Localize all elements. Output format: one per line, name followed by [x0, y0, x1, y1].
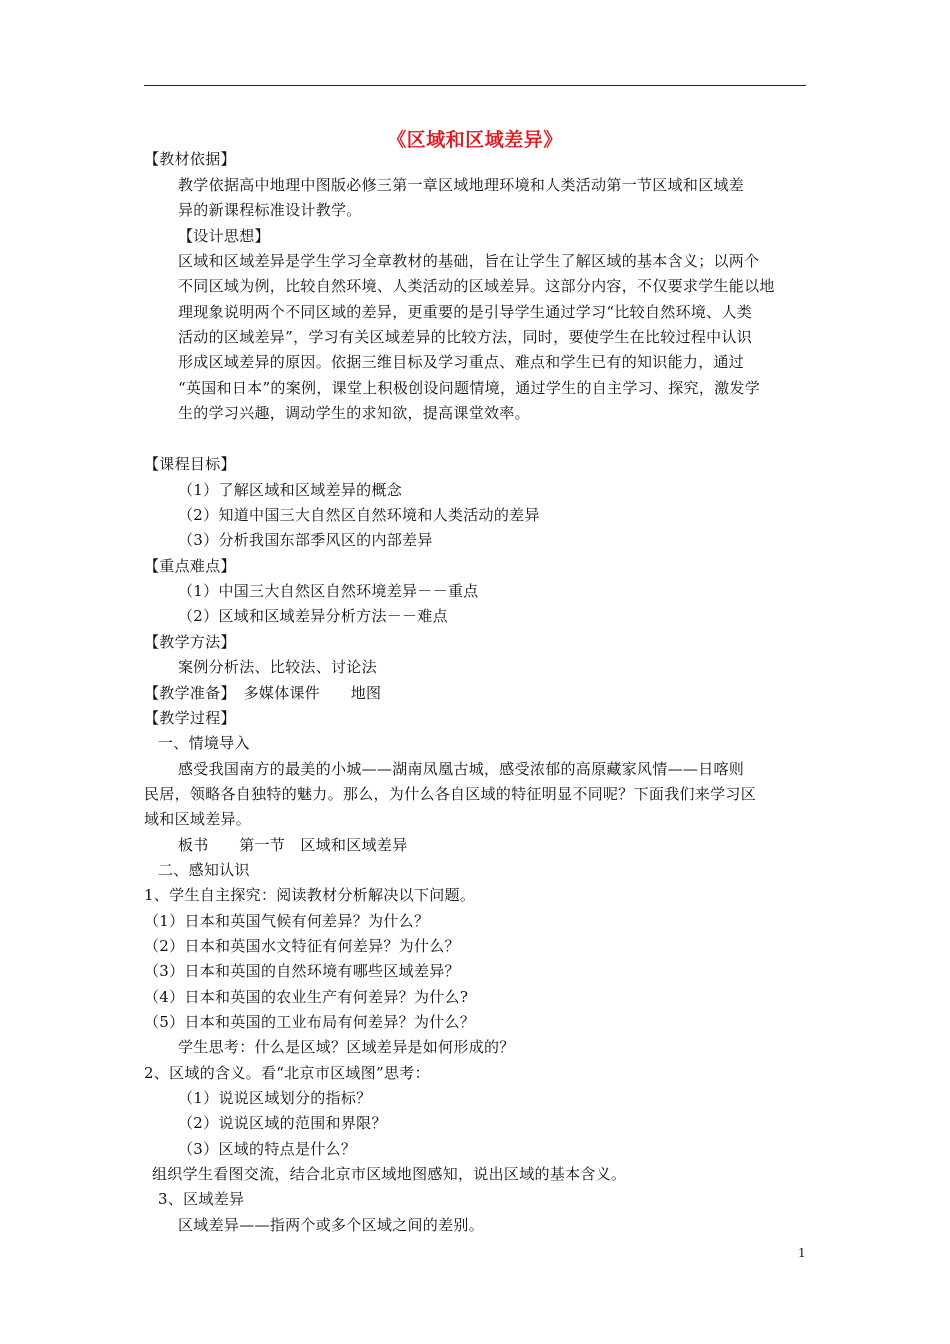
text-line: （3）日本和英国的自然环境有哪些区域差异？ — [144, 962, 460, 980]
text-line: 板书 第一节 区域和区域差异 — [178, 836, 408, 854]
text-line: （5）日本和英国的工业布局有何差异？为什么？ — [144, 1013, 476, 1031]
section-heading: 【教材依据】 — [144, 150, 236, 168]
text-line: 一、情境导入 — [158, 734, 250, 752]
text-line: 不同区域为例，比较自然环境、人类活动的区域差异。这部分内容，不仅要求学生能以地 — [178, 277, 775, 295]
text-line: 区域和区域差异是学生学习全章教材的基础，旨在让学生了解区域的基本含义；以两个 — [178, 252, 760, 270]
document-title: 《区域和区域差异》 — [387, 129, 563, 151]
text-line: 教学依据高中地理中图版必修三第一章区域地理环境和人类活动第一节区域和区域差 — [178, 176, 745, 194]
text-line: （3）分析我国东部季风区的内部差异 — [178, 531, 433, 549]
text-line: 组织学生看图交流，结合北京市区域地图感知，说出区域的基本含义。 — [152, 1165, 627, 1183]
text-line: 3、区域差异 — [158, 1190, 245, 1208]
section-heading: 【教学准备】 多媒体课件 地图 — [144, 684, 382, 702]
text-line: 感受我国南方的最美的小城——湖南凤凰古城，感受浓郁的高原藏家风情——日喀则 — [178, 760, 745, 778]
text-line: 异的新课程标准设计教学。 — [178, 201, 362, 219]
text-line: （1）说说区域划分的指标？ — [178, 1089, 372, 1107]
text-line: 2、区域的含义。看“北京市区域图”思考： — [144, 1064, 430, 1082]
text-line: 生的学习兴趣，调动学生的求知欲，提高课堂效率。 — [178, 404, 530, 422]
text-line: （4）日本和英国的农业生产有何差异？为什么? — [144, 988, 469, 1006]
section-heading: 【教学过程】 — [144, 709, 236, 727]
header-rule — [144, 85, 806, 86]
text-line: 区域差异——指两个或多个区域之间的差别。 — [178, 1216, 485, 1234]
text-line: 域和区域差异。 — [144, 810, 252, 828]
text-line: 二、感知认识 — [158, 861, 250, 879]
section-heading: 【设计思想】 — [178, 227, 270, 245]
section-heading: 【重点难点】 — [144, 557, 236, 575]
text-line: 学生思考：什么是区域？区域差异是如何形成的？ — [178, 1038, 515, 1056]
section-heading: 【课程目标】 — [144, 455, 236, 473]
text-line: （3）区域的特点是什么？ — [178, 1140, 357, 1158]
text-line: 1、学生自主探究：阅读教材分析解决以下问题。 — [144, 886, 476, 904]
text-line: （2）日本和英国水文特征有何差异？为什么？ — [144, 937, 460, 955]
text-line: （2）区域和区域差异分析方法－－难点 — [178, 607, 448, 625]
text-line: （1）了解区域和区域差异的概念 — [178, 481, 403, 499]
text-line: 民居，领略各自独特的魅力。那么，为什么各自区域的特征明显不同呢？下面我们来学习区 — [144, 785, 757, 803]
page-number: 1 — [798, 1246, 806, 1260]
text-line: （2）说说区域的范围和界限？ — [178, 1114, 387, 1132]
text-line: “英国和日本”的案例，课堂上积极创设问题情境，通过学生的自主学习、探究，激发学 — [178, 379, 761, 397]
text-line: （1）中国三大自然区自然环境差异－－重点 — [178, 582, 479, 600]
text-line: 案例分析法、比较法、讨论法 — [178, 658, 377, 676]
text-line: 理现象说明两个不同区域的差异，更重要的是引导学生通过学习“比较自然环境、人类 — [178, 303, 753, 321]
text-line: （2）知道中国三大自然区自然环境和人类活动的差异 — [178, 506, 540, 524]
text-line: 活动的区域差异”，学习有关区域差异的比较方法，同时，要使学生在比较过程中认识 — [178, 328, 753, 346]
text-line: （1）日本和英国气候有何差异？为什么？ — [144, 912, 430, 930]
section-heading: 【教学方法】 — [144, 633, 236, 651]
text-line: 形成区域差异的原因。依据三维目标及学习重点、难点和学生已有的知识能力，通过 — [178, 353, 745, 371]
